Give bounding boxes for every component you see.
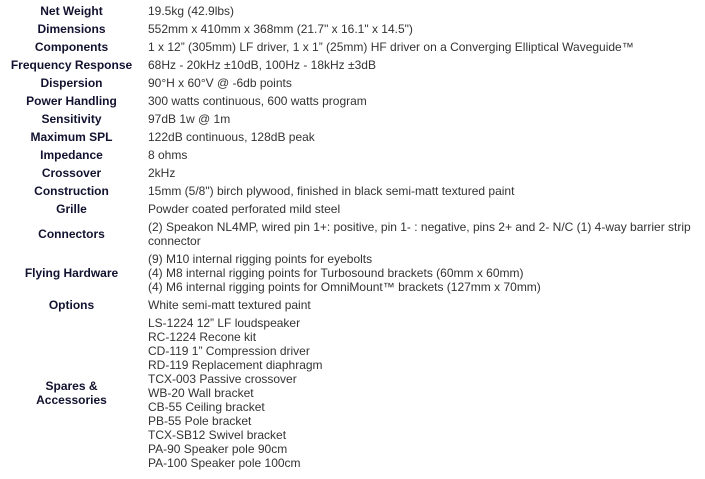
spec-label-line: Grille (56, 202, 87, 216)
spec-value-line: PA-90 Speaker pole 90cm (148, 442, 288, 456)
spec-row (0, 110, 705, 128)
spec-table (0, 2, 705, 472)
spec-value-line: RD-119 Replacement diaphragm (148, 358, 323, 372)
spec-label-line: Flying Hardware (24, 266, 119, 280)
spec-value-line: 1 x 12” (305mm) LF driver, 1 x 1” (25mm) HF driver on a Converging Elliptical Waveguide™ (148, 40, 634, 54)
spec-label (0, 314, 143, 472)
spec-label (0, 200, 143, 218)
spec-value-line: PB-55 Pole bracket (148, 414, 252, 428)
spec-value-line: (4) M6 internal rigging points for OmniMount™ brackets (127mm x 70mm) (148, 280, 541, 294)
spec-label (0, 20, 143, 38)
spec-value-line: 97dB 1w @ 1m (148, 112, 231, 126)
spec-value (143, 38, 705, 56)
spec-label (0, 110, 143, 128)
spec-label-line: Components (34, 40, 109, 54)
spec-row (0, 20, 705, 38)
spec-row (0, 296, 705, 314)
spec-value-line: 552mm x 410mm x 368mm (21.7" x 16.1" x 14.5") (148, 22, 413, 36)
spec-value (143, 110, 705, 128)
spec-label-line: Options (48, 298, 95, 312)
spec-value (143, 182, 705, 200)
spec-table-body (0, 2, 705, 472)
spec-value-line: CD-119 1” Compression driver (148, 344, 310, 358)
spec-value (143, 314, 705, 472)
spec-value-line: 15mm (5/8") birch plywood, finished in black semi-matt textured paint (148, 184, 515, 198)
spec-value (143, 250, 705, 296)
spec-label (0, 74, 143, 92)
spec-row (0, 2, 705, 20)
spec-label-line: Power Handling (26, 94, 117, 108)
spec-value-line: 2kHz (148, 166, 176, 180)
spec-label-line: Frequency Response (10, 58, 133, 72)
spec-value (143, 92, 705, 110)
spec-value (143, 20, 705, 38)
spec-row (0, 56, 705, 74)
spec-value-line: 300 watts continuous, 600 watts program (148, 94, 367, 108)
spec-label (0, 296, 143, 314)
spec-label-line: Connectors (38, 227, 105, 241)
spec-value-line: (2) Speakon NL4MP, wired pin 1+: positive, pin 1- : negative, pins 2+ and 2- N/C (1) 4-way barrier strip connector (148, 220, 691, 248)
spec-row (0, 74, 705, 92)
spec-label (0, 38, 143, 56)
spec-label (0, 128, 143, 146)
spec-value (143, 74, 705, 92)
spec-value (143, 128, 705, 146)
spec-value-line: LS-1224 12” LF loudspeaker (148, 316, 301, 330)
spec-value-line: 19.5kg (42.9lbs) (148, 4, 235, 18)
spec-value-line: TCX-SB12 Swivel bracket (148, 428, 287, 442)
spec-value-line: 8 ohms (148, 148, 188, 162)
spec-label (0, 2, 143, 20)
spec-label (0, 250, 143, 296)
spec-value-line: TCX-003 Passive crossover (148, 372, 297, 386)
spec-row (0, 314, 705, 472)
spec-label-line: Impedance (40, 148, 103, 162)
spec-label (0, 164, 143, 182)
spec-label (0, 56, 143, 74)
spec-row (0, 146, 705, 164)
spec-value-line: (9) M10 internal rigging points for eyebolts (148, 252, 373, 266)
spec-label-line: Crossover (41, 166, 102, 180)
spec-value (143, 218, 705, 250)
spec-row (0, 200, 705, 218)
spec-value (143, 164, 705, 182)
spec-row (0, 92, 705, 110)
spec-label-line: Dispersion (40, 76, 103, 90)
spec-value-line: PA-100 Speaker pole 100cm (148, 456, 301, 470)
spec-value-line: RC-1224 Recone kit (148, 330, 257, 344)
spec-value (143, 56, 705, 74)
spec-value (143, 296, 705, 314)
spec-label-line: Maximum SPL (30, 130, 113, 144)
spec-label-line: Construction (34, 184, 109, 198)
spec-value-line: Powder coated perforated mild steel (148, 202, 341, 216)
spec-row (0, 218, 705, 250)
spec-row (0, 164, 705, 182)
spec-label-line: Net Weight (40, 4, 103, 18)
spec-row (0, 250, 705, 296)
spec-label-line: Dimensions (37, 22, 106, 36)
spec-label (0, 92, 143, 110)
spec-label-line: Spares & (45, 379, 98, 393)
spec-label-line: Accessories (36, 393, 107, 407)
spec-value-line: 68Hz - 20kHz ±10dB, 100Hz - 18kHz ±3dB (148, 58, 376, 72)
spec-value-line: WB-20 Wall bracket (148, 386, 254, 400)
spec-value (143, 200, 705, 218)
spec-value-line: (4) M8 internal rigging points for Turbosound brackets (60mm x 60mm) (148, 266, 524, 280)
spec-label (0, 218, 143, 250)
spec-row (0, 38, 705, 56)
spec-row (0, 182, 705, 200)
spec-value (143, 146, 705, 164)
spec-label (0, 182, 143, 200)
spec-row (0, 128, 705, 146)
spec-value (143, 2, 705, 20)
spec-label-line: Sensitivity (41, 112, 102, 126)
spec-value-line: White semi-matt textured paint (148, 298, 311, 312)
spec-value-line: CB-55 Ceiling bracket (148, 400, 265, 414)
spec-value-line: 90°H x 60°V @ -6db points (148, 76, 292, 90)
spec-value-line: 122dB continuous, 128dB peak (148, 130, 315, 144)
spec-label (0, 146, 143, 164)
